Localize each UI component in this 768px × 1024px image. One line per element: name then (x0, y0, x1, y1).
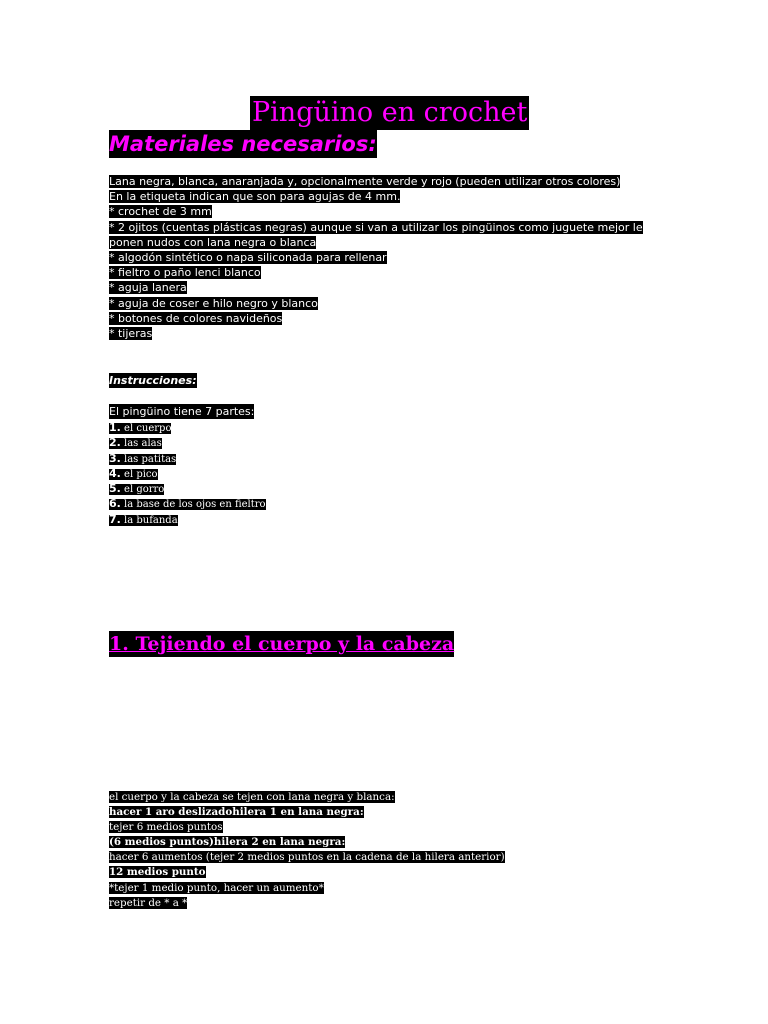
list-item: 5. el gorro (109, 482, 165, 496)
materials-list (109, 174, 649, 341)
list-item: En la etiqueta indican que son para agujas de 4 mm. (109, 190, 401, 204)
list-item: 1. el cuerpo (109, 421, 172, 434)
list-item: * 2 ojitos (cuentas plásticas negras) aunque si van a utilizar los pingüinos como juguete mejor le ponen nudos con lana negra o blanca (109, 220, 643, 249)
step-line: hacer 1 aro deslizadohilera 1 en lana negra: (109, 806, 364, 819)
step-line: 12 medios punto (109, 866, 206, 879)
materials-heading: Materiales necesarios: (109, 132, 377, 156)
list-item: 4. el pico (109, 466, 158, 480)
step-line: el cuerpo y la cabeza se tejen con lana negra y blanca: (109, 791, 395, 803)
list-item: Lana negra, blanca, anaranjada y, opcionalmente verde y rojo (pueden utilizar otros colores) (109, 175, 621, 188)
step-line: *tejer 1 medio punto, hacer un aumento* (109, 881, 324, 894)
list-item: 6. la base de los ojos en fieltro (109, 497, 266, 511)
list-item: 7. la bufanda (109, 512, 178, 526)
section-heading: 1. Tejiendo el cuerpo y la cabeza (109, 633, 455, 655)
list-item: 3. las patitas (109, 451, 177, 465)
list-item: * crochet de 3 mm (109, 205, 212, 219)
list-item: * algodón sintético o napa siliconada para rellenar (109, 251, 387, 265)
list-item: * aguja de coser e hilo negro y blanco (109, 296, 318, 310)
step-line: (6 medios puntos)hilera 2 en lana negra: (109, 836, 346, 849)
parts-intro: El pingüino tiene 7 partes: (109, 405, 255, 418)
list-item: * tijeras (109, 327, 153, 341)
list-item: * fieltro o paño lenci blanco (109, 266, 261, 280)
page-title: Pingüino en crochet (252, 97, 528, 128)
step-line: hacer 6 aumentos (tejer 2 medios puntos en la cadena de la hilera anterior) (109, 851, 505, 864)
step-line: repetir de * a * (109, 896, 188, 909)
step-line: tejer 6 medios puntos (109, 821, 223, 834)
list-item: * botones de colores navideños (109, 311, 283, 325)
parts-list (109, 419, 266, 526)
instructions-heading: Instrucciones: (109, 374, 197, 387)
steps-block (109, 790, 669, 911)
list-item: * aguja lanera (109, 281, 187, 295)
list-item: 2. las alas (109, 436, 162, 450)
